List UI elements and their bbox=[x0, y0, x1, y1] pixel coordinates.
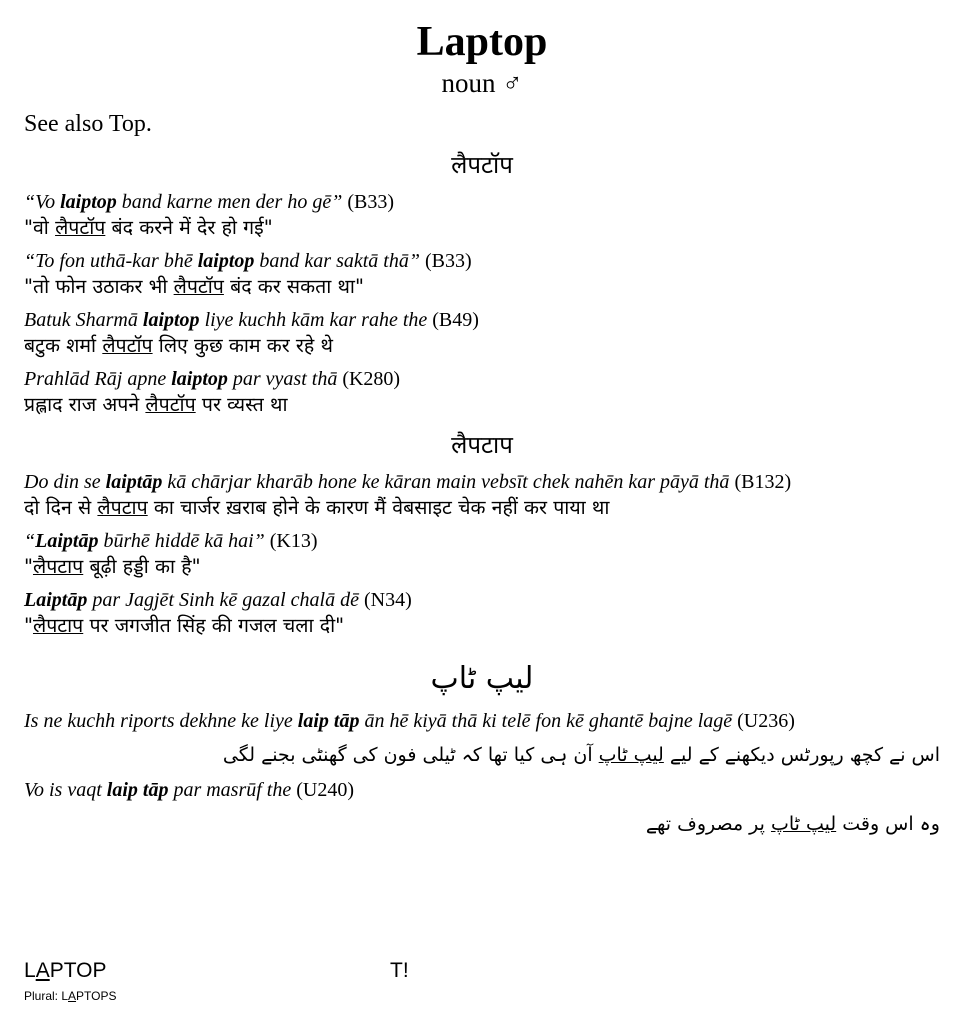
source-code: (K280) bbox=[337, 368, 401, 390]
source-code: (N34) bbox=[358, 589, 412, 611]
entry-code: LAPTOP bbox=[24, 959, 107, 982]
section-heading: लैपटाप bbox=[451, 431, 513, 459]
section-heading: लैपटॉप bbox=[451, 151, 513, 179]
example bbox=[24, 190, 940, 241]
example bbox=[24, 588, 940, 639]
entry-mark: T! bbox=[390, 959, 409, 982]
example bbox=[24, 308, 940, 359]
example bbox=[24, 249, 940, 300]
example bbox=[24, 529, 940, 580]
example-transliteration: Is ne kuchh riports dekhne ke liye laip tāp ān hē kiyā thā ki telē fon kē ghantē bajne lagē (U236) bbox=[24, 710, 795, 732]
source-code: (B33) bbox=[419, 250, 472, 272]
example-native-script: وہ اس وقت لیپ ٹاپ پر مصروف تھے bbox=[645, 813, 940, 835]
source-code: (B132) bbox=[729, 471, 792, 493]
example bbox=[24, 470, 940, 521]
source-code: (U236) bbox=[732, 710, 795, 732]
source-code: (U240) bbox=[291, 779, 355, 801]
example bbox=[24, 709, 940, 770]
example-transliteration: Vo is vaqt laip tāp par masrūf the (U240) bbox=[24, 779, 355, 801]
example-transliteration: Prahlād Rāj apne laiptop par vyast thā (K280) bbox=[24, 368, 401, 390]
example-native-script: दो दिन से लैपटाप का चार्जर ख़राब होने के कारण मैं वेबसाइट चेक नहीं कर पाया था bbox=[24, 496, 610, 519]
source-code: (B49) bbox=[427, 309, 479, 331]
example bbox=[24, 778, 940, 839]
example bbox=[24, 367, 940, 418]
plural-form: Plural: LAPTOPS bbox=[24, 989, 117, 1003]
dictionary-entry bbox=[24, 0, 940, 839]
example-native-script: बटुक शर्मा लैपटॉप लिए कुछ काम कर रहे थे bbox=[24, 334, 333, 357]
example-transliteration: Batuk Sharmā laiptop liye kuchh kām kar rahe the (B49) bbox=[24, 309, 479, 331]
headword: Laptop bbox=[416, 19, 548, 65]
see-also: See also Top. bbox=[24, 111, 152, 137]
example-transliteration: “To fon uthā-kar bhē laiptop band kar saktā thā” (B33) bbox=[24, 250, 472, 272]
part-of-speech: noun ♂ bbox=[441, 68, 523, 98]
source-code: (B33) bbox=[342, 191, 394, 213]
example-native-script: "तो फोन उठाकर भी लैपटॉप बंद कर सकता था" bbox=[24, 275, 364, 298]
example-native-script: اس نے کچھ رپورٹس دیکھنے کے لیے لیپ ٹاپ آن ہی کیا تھا کہ ٹیلی فون کی گھنٹی بجنے لگی bbox=[222, 744, 940, 766]
example-transliteration: “Vo laiptop band karne men der ho gē” (B33) bbox=[24, 191, 394, 213]
source-code: (K13) bbox=[264, 530, 318, 552]
example-transliteration: Laiptāp par Jagjēt Sinh kē gazal chalā dē (N34) bbox=[24, 589, 412, 611]
example-transliteration: “Laiptāp būrhē hiddē kā hai” (K13) bbox=[24, 530, 318, 552]
example-native-script: "लैपटाप पर जगजीत सिंह की गजल चला दी" bbox=[24, 614, 345, 637]
example-native-script: "लैपटाप बूढ़ी हड्डी का है" bbox=[24, 555, 201, 578]
example-native-script: प्रह्लाद राज अपने लैपटॉप पर व्यस्त था bbox=[24, 393, 288, 416]
section-heading: لیپ ٹاپ bbox=[430, 661, 534, 696]
example-native-script: "वो लैपटॉप बंद करने में देर हो गई" bbox=[24, 216, 273, 239]
example-transliteration: Do din se laiptāp kā chārjar kharāb hone ke kāran main vebsīt chek nahēn kar pāyā thā (B132) bbox=[24, 471, 792, 493]
